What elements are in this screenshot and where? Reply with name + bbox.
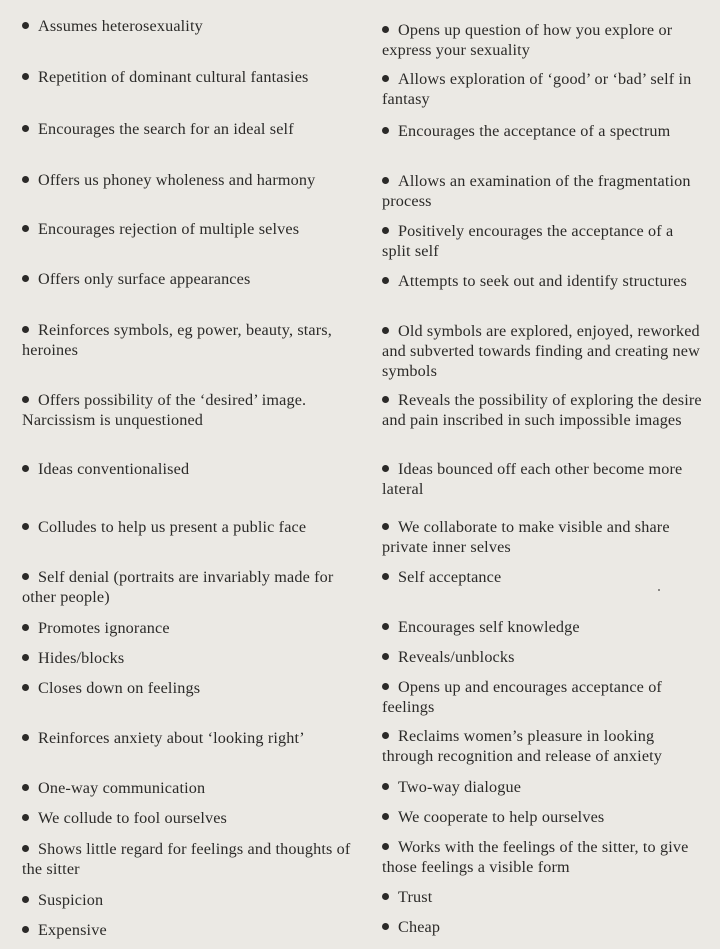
left-item: Reinforces symbols, eg power, beauty, stars, heroines xyxy=(22,321,332,359)
bullet-icon xyxy=(382,893,389,900)
left-item: Reinforces anxiety about ‘looking right’ xyxy=(22,728,352,748)
bullet-icon xyxy=(22,926,29,933)
left-item: Promotes ignorance xyxy=(22,618,352,638)
bullet-icon xyxy=(22,73,29,80)
bullet-icon xyxy=(382,277,389,284)
bullet-icon xyxy=(382,75,389,82)
right-item: Trust xyxy=(382,887,704,907)
left-item: Encourages rejection of multiple selves xyxy=(22,219,352,239)
bullet-icon xyxy=(382,465,389,472)
bullet-icon xyxy=(382,623,389,630)
bullet-icon xyxy=(382,732,389,739)
right-item: Reveals the possibility of exploring the desire and pain inscribed in such impossible images xyxy=(382,391,702,429)
bullet-icon xyxy=(22,734,29,741)
right-item: Cheap xyxy=(382,917,704,937)
bullet-icon xyxy=(22,845,29,852)
right-item: Attempts to seek out and identify structures xyxy=(382,271,704,291)
left-item: Suspicion xyxy=(22,890,352,910)
right-item: Two-way dialogue xyxy=(382,777,704,797)
right-item: Encourages the acceptance of a spectrum xyxy=(382,121,704,141)
right-item: Opens up and encourages acceptance of feelings xyxy=(382,678,662,716)
left-item: Offers us phoney wholeness and harmony xyxy=(22,170,352,190)
bullet-icon xyxy=(22,896,29,903)
left-item: Self denial (portraits are invariably made for other people) xyxy=(22,568,334,606)
bullet-icon xyxy=(382,573,389,580)
left-item: Repetition of dominant cultural fantasies xyxy=(22,67,352,87)
bullet-icon xyxy=(382,127,389,134)
left-item: Offers possibility of the ‘desired’ image. Narcissism is unquestioned xyxy=(22,391,307,429)
bullet-icon xyxy=(22,176,29,183)
bullet-icon xyxy=(22,326,29,333)
right-item: Ideas bounced off each other become more lateral xyxy=(382,460,683,498)
bullet-icon xyxy=(382,327,389,334)
bullet-icon xyxy=(382,653,389,660)
left-item: Assumes heterosexuality xyxy=(22,16,352,36)
right-item: Allows exploration of ‘good’ or ‘bad’ self in fantasy xyxy=(382,70,692,108)
bullet-icon xyxy=(382,523,389,530)
right-item: Encourages self knowledge xyxy=(382,617,704,637)
bullet-icon xyxy=(22,22,29,29)
left-item: Hides/blocks xyxy=(22,648,352,668)
left-item: Expensive xyxy=(22,920,352,940)
bullet-icon xyxy=(382,843,389,850)
left-item: Offers only surface appearances xyxy=(22,269,352,289)
right-item: Works with the feelings of the sitter, to give those feelings a visible form xyxy=(382,838,689,876)
bullet-icon xyxy=(22,523,29,530)
right-item: Positively encourages the acceptance of a split self xyxy=(382,222,674,260)
bullet-icon xyxy=(22,275,29,282)
bullet-icon xyxy=(22,814,29,821)
print-speck xyxy=(658,589,660,591)
left-item: Shows little regard for feelings and thoughts of the sitter xyxy=(22,840,351,878)
left-item: Colludes to help us present a public face xyxy=(22,517,352,537)
left-item: Ideas conventionalised xyxy=(22,459,352,479)
right-item: Old symbols are explored, enjoyed, reworked and subverted towards finding and creating new symbols xyxy=(382,322,700,380)
left-item: Encourages the search for an ideal self xyxy=(22,119,352,139)
left-item: We collude to fool ourselves xyxy=(22,808,352,828)
right-item: Opens up question of how you explore or express your sexuality xyxy=(382,21,673,59)
left-item: One-way communication xyxy=(22,778,352,798)
bullet-icon xyxy=(22,465,29,472)
right-item: Reveals/unblocks xyxy=(382,647,704,667)
right-item: Allows an examination of the fragmentation process xyxy=(382,172,691,210)
bullet-icon xyxy=(22,624,29,631)
bullet-icon xyxy=(382,923,389,930)
bullet-icon xyxy=(382,396,389,403)
bullet-icon xyxy=(382,813,389,820)
bullet-icon xyxy=(382,26,389,33)
bullet-icon xyxy=(22,125,29,132)
bullet-icon xyxy=(22,784,29,791)
left-item: Closes down on feelings xyxy=(22,678,352,698)
right-item: We cooperate to help ourselves xyxy=(382,807,704,827)
right-item: We collaborate to make visible and share private inner selves xyxy=(382,518,670,556)
bullet-icon xyxy=(382,227,389,234)
bullet-icon xyxy=(22,684,29,691)
bullet-icon xyxy=(22,654,29,661)
bullet-icon xyxy=(382,683,389,690)
bullet-icon xyxy=(382,177,389,184)
bullet-icon xyxy=(22,396,29,403)
bullet-icon xyxy=(382,783,389,790)
right-item: Self acceptance xyxy=(382,567,704,587)
bullet-icon xyxy=(22,573,29,580)
right-item: Reclaims women’s pleasure in looking through recognition and release of anxiety xyxy=(382,727,663,765)
bullet-icon xyxy=(22,225,29,232)
